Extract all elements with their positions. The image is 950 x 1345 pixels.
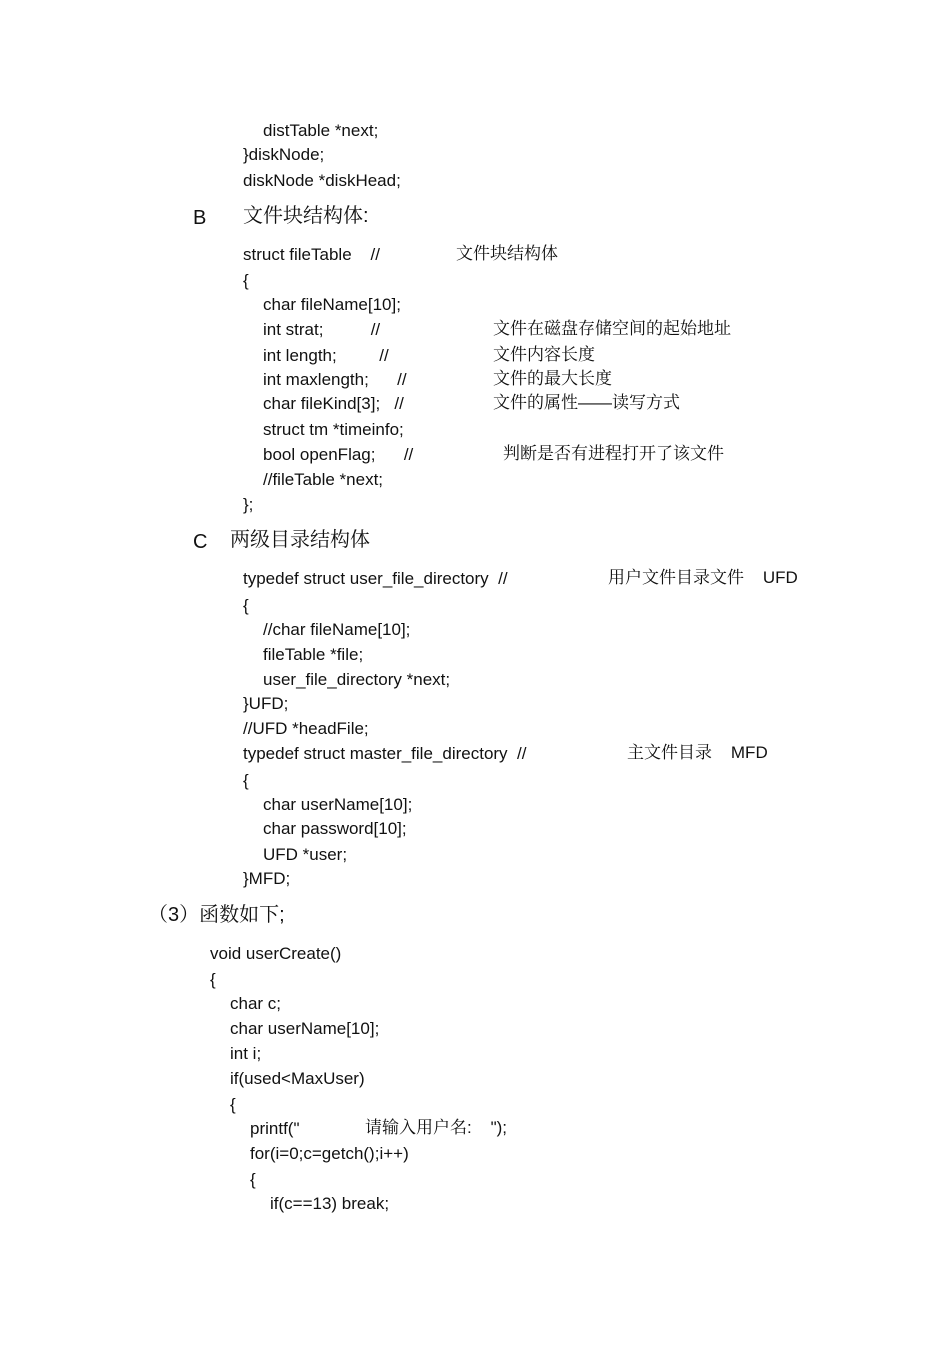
code-line: distTable *next; bbox=[263, 121, 379, 140]
code-line: }UFD; bbox=[243, 694, 289, 713]
code-comment: 文件内容长度 bbox=[493, 345, 595, 364]
code-comment: 请输入用户名: "); bbox=[365, 1118, 508, 1137]
code-line: int length; // bbox=[263, 346, 389, 365]
code-line: bool openFlag; // bbox=[263, 445, 414, 464]
code-line: int strat; // bbox=[263, 320, 381, 339]
code-line: char userName[10]; bbox=[230, 1019, 380, 1038]
code-line: struct tm *timeinfo; bbox=[263, 420, 404, 439]
code-comment: 文件块结构体 bbox=[456, 244, 558, 263]
code-line: struct fileTable // bbox=[243, 245, 380, 264]
code-line: { bbox=[243, 596, 249, 615]
code-line: printf(" bbox=[250, 1119, 300, 1138]
code-comment: 判断是否有进程打开了该文件 bbox=[503, 444, 724, 463]
code-line: diskNode *diskHead; bbox=[243, 171, 401, 190]
code-line: if(used<MaxUser) bbox=[230, 1069, 365, 1088]
code-line: char userName[10]; bbox=[263, 795, 413, 814]
code-comment: 主文件目录 MFD bbox=[627, 743, 768, 762]
code-line: { bbox=[243, 771, 249, 790]
code-line: int maxlength; // bbox=[263, 370, 407, 389]
code-line: char fileKind[3]; // bbox=[263, 394, 404, 413]
code-line: }MFD; bbox=[243, 869, 291, 888]
code-line: { bbox=[243, 271, 249, 290]
code-line: { bbox=[210, 970, 216, 989]
code-comment: 文件的属性——读写方式 bbox=[493, 393, 680, 412]
code-comment: 用户文件目录文件 UFD bbox=[608, 568, 798, 587]
section-title-c: 两级目录结构体 bbox=[230, 529, 370, 551]
code-line: user_file_directory *next; bbox=[263, 670, 451, 689]
code-line: char c; bbox=[230, 994, 282, 1013]
code-line: }diskNode; bbox=[243, 145, 325, 164]
code-line: char fileName[10]; bbox=[263, 295, 401, 314]
code-line: { bbox=[230, 1095, 236, 1114]
section-marker-b: B bbox=[193, 207, 207, 229]
code-line: { bbox=[250, 1170, 256, 1189]
section-title-3: （3）函数如下; bbox=[148, 904, 285, 926]
code-line: UFD *user; bbox=[263, 845, 348, 864]
code-line: int i; bbox=[230, 1044, 262, 1063]
code-comment: 文件在磁盘存储空间的起始地址 bbox=[493, 319, 731, 338]
code-line: void userCreate() bbox=[210, 944, 342, 963]
code-line: fileTable *file; bbox=[263, 645, 364, 664]
code-line: if(c==13) break; bbox=[270, 1194, 390, 1213]
section-title-b: 文件块结构体: bbox=[243, 205, 369, 227]
code-line: }; bbox=[243, 495, 254, 514]
section-marker-c: C bbox=[193, 531, 208, 553]
code-line: typedef struct master_file_directory // bbox=[243, 744, 527, 763]
code-line: //fileTable *next; bbox=[263, 470, 384, 489]
code-line: //UFD *headFile; bbox=[243, 719, 369, 738]
code-line: char password[10]; bbox=[263, 819, 407, 838]
code-line: //char fileName[10]; bbox=[263, 620, 411, 639]
code-line: for(i=0;c=getch();i++) bbox=[250, 1144, 409, 1163]
code-comment: 文件的最大长度 bbox=[493, 369, 612, 388]
code-line: typedef struct user_file_directory // bbox=[243, 569, 508, 588]
